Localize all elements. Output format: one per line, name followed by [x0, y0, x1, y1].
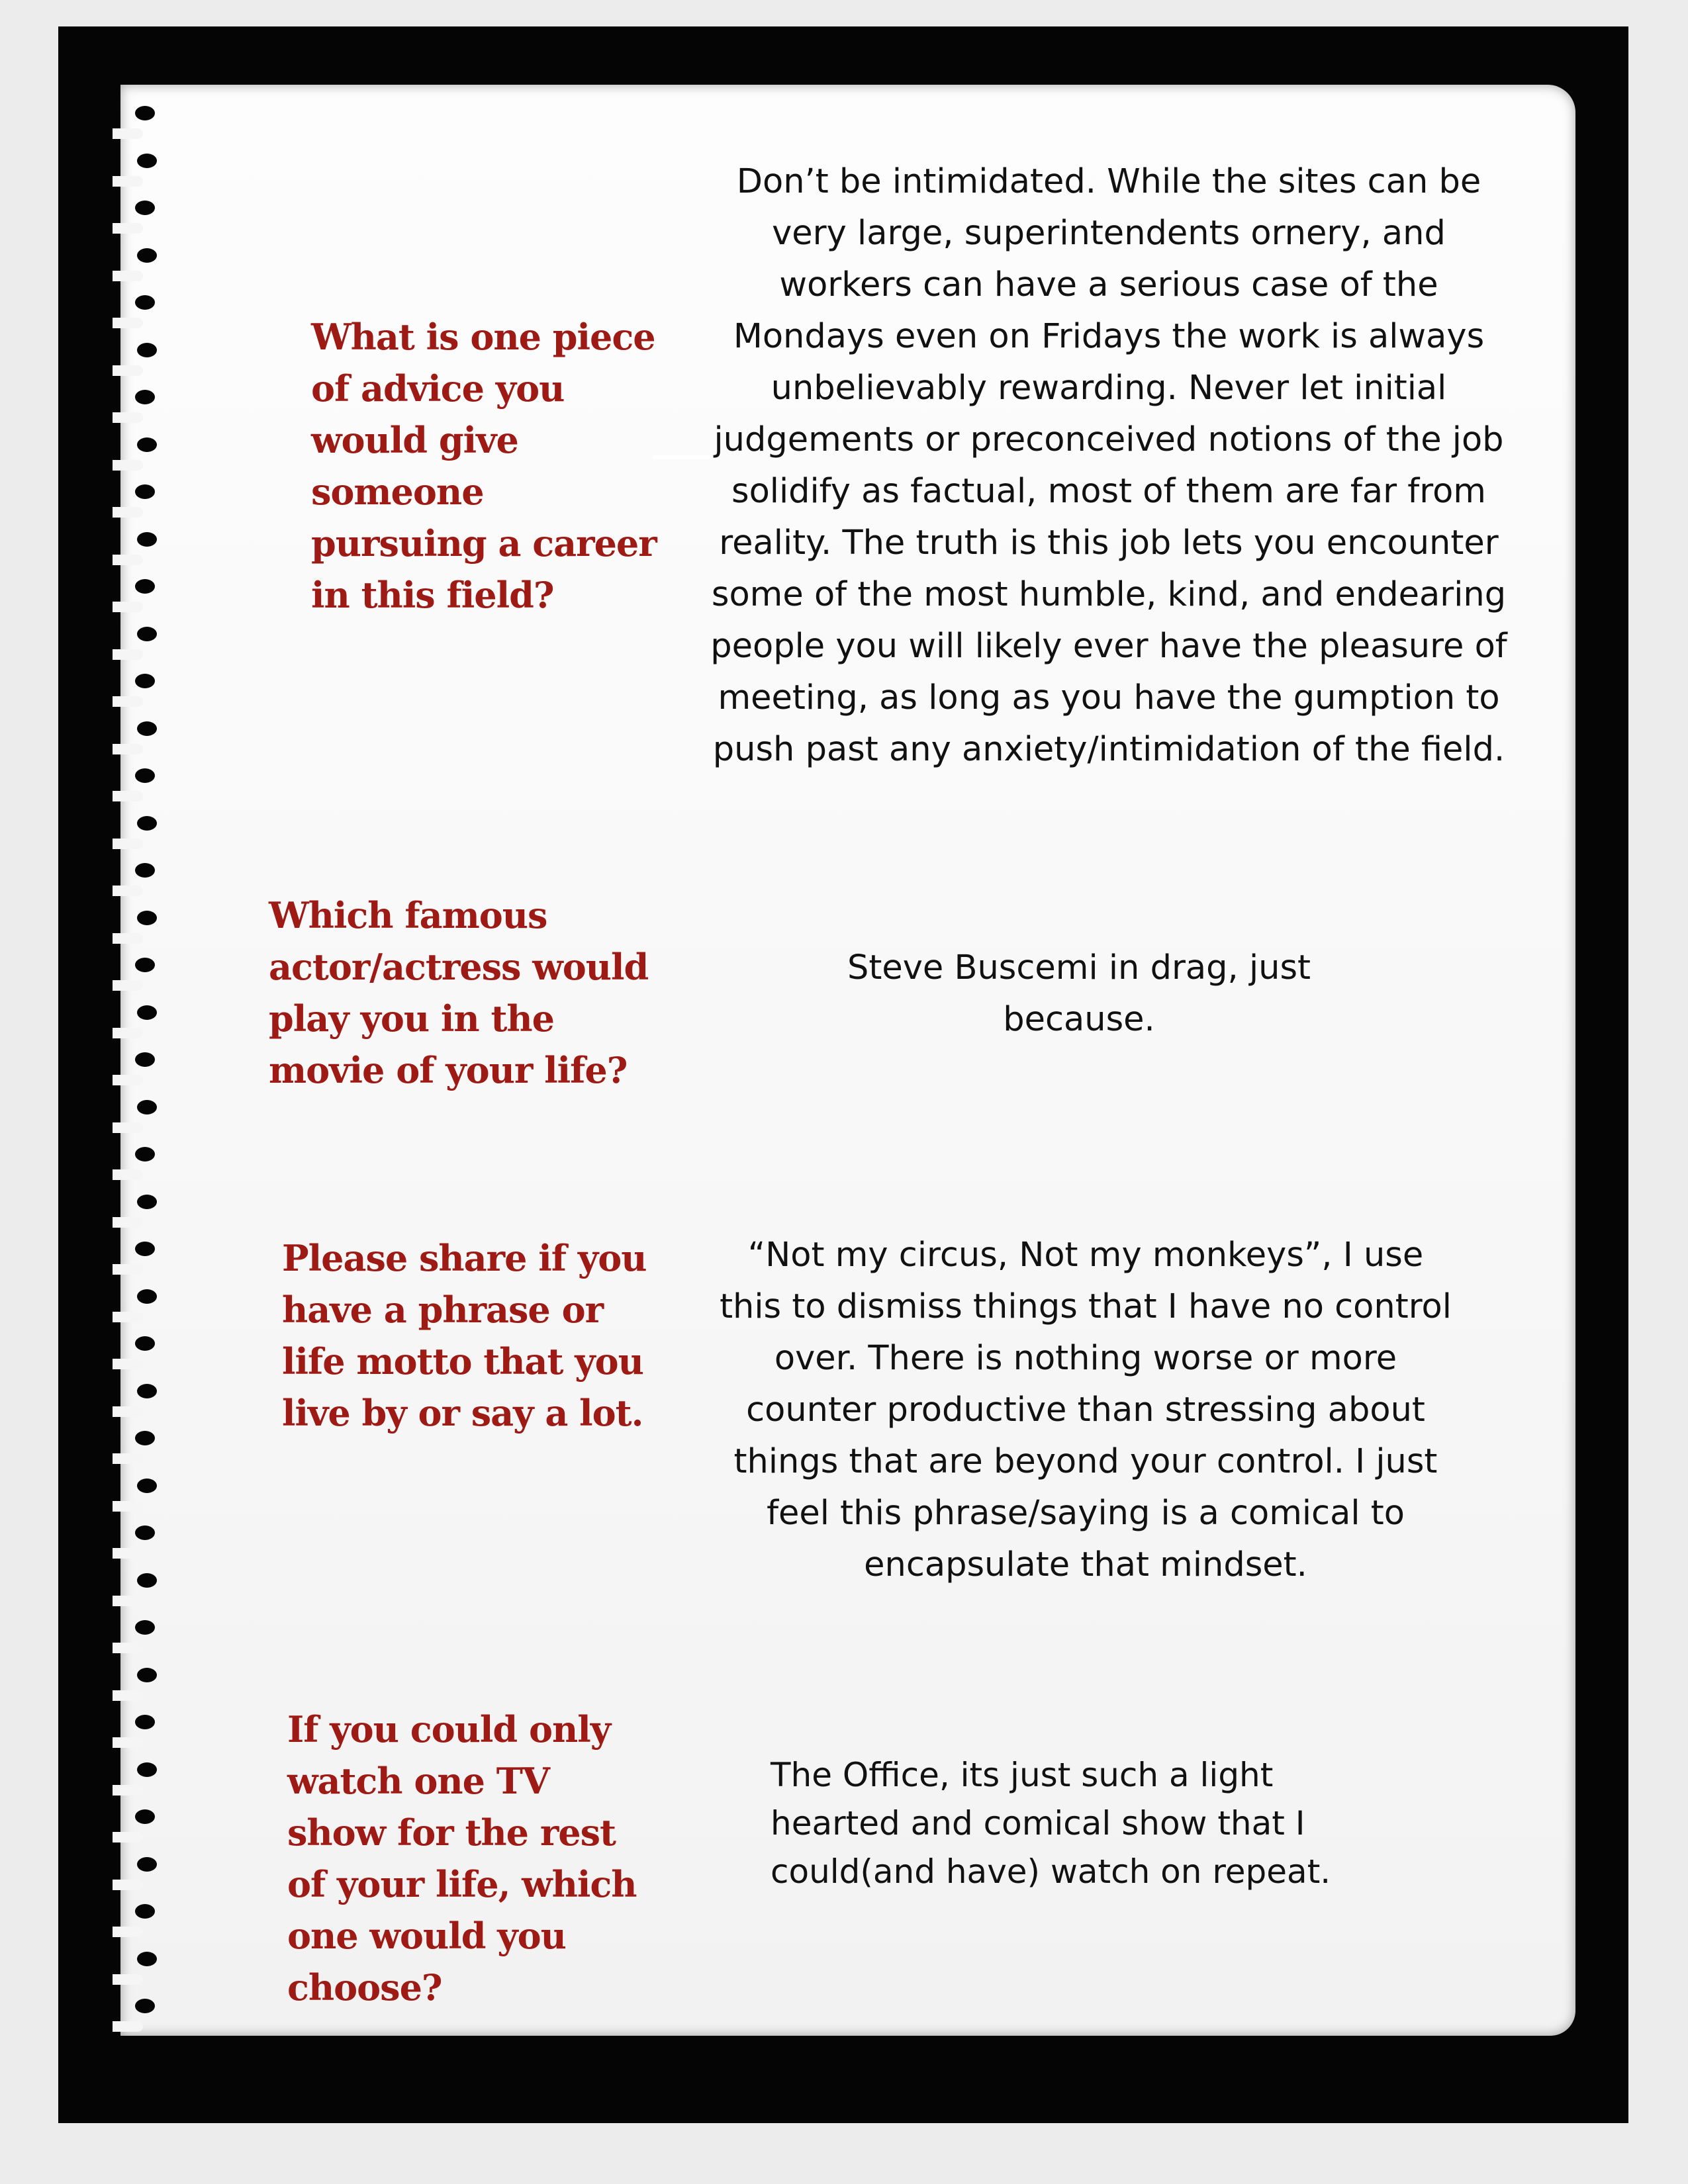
- answer-4: The Office, its just such a light hearted and comical show that I could(and have) watch on repeat.: [771, 1756, 1331, 1891]
- answer-3: “Not my circus, Not my monkeys”, I use this to dismiss things that I have no control over. There is nothing worse or more counter productive than stressing about things that are beyond your control. I just feel this phrase/saying is a comical to encapsulate that mindset.: [720, 1236, 1452, 1584]
- answer-2: Steve Buscemi in drag, just because.: [847, 948, 1311, 1039]
- question-2: Which famous actor/actress would play you in the movie of your life?: [269, 894, 649, 1091]
- answer-1: Don’t be intimidated. While the sites can be very large, superintendents ornery, and workers can have a serious case of the Mondays even on Fridays the work is always unbelievably rewarding. Never let initial judgements or preconceived notions of the job solidify as factual, most of them are far from reality. The truth is this job lets you encounter some of the most humble, kind, and endearing people you will likely ever have the pleasure of meeting, as long as you have the gumption to push past any anxiety/intimidation of the field.: [710, 162, 1507, 769]
- question-3: Please share if you have a phrase or life motto that you live by or say a lot.: [282, 1237, 647, 1434]
- question-1: What is one piece of advice you would give someone pursuing a career in this field?: [311, 316, 657, 616]
- question-4: If you could only watch one TV show for the rest of your life, which one would you choose?: [287, 1708, 637, 2009]
